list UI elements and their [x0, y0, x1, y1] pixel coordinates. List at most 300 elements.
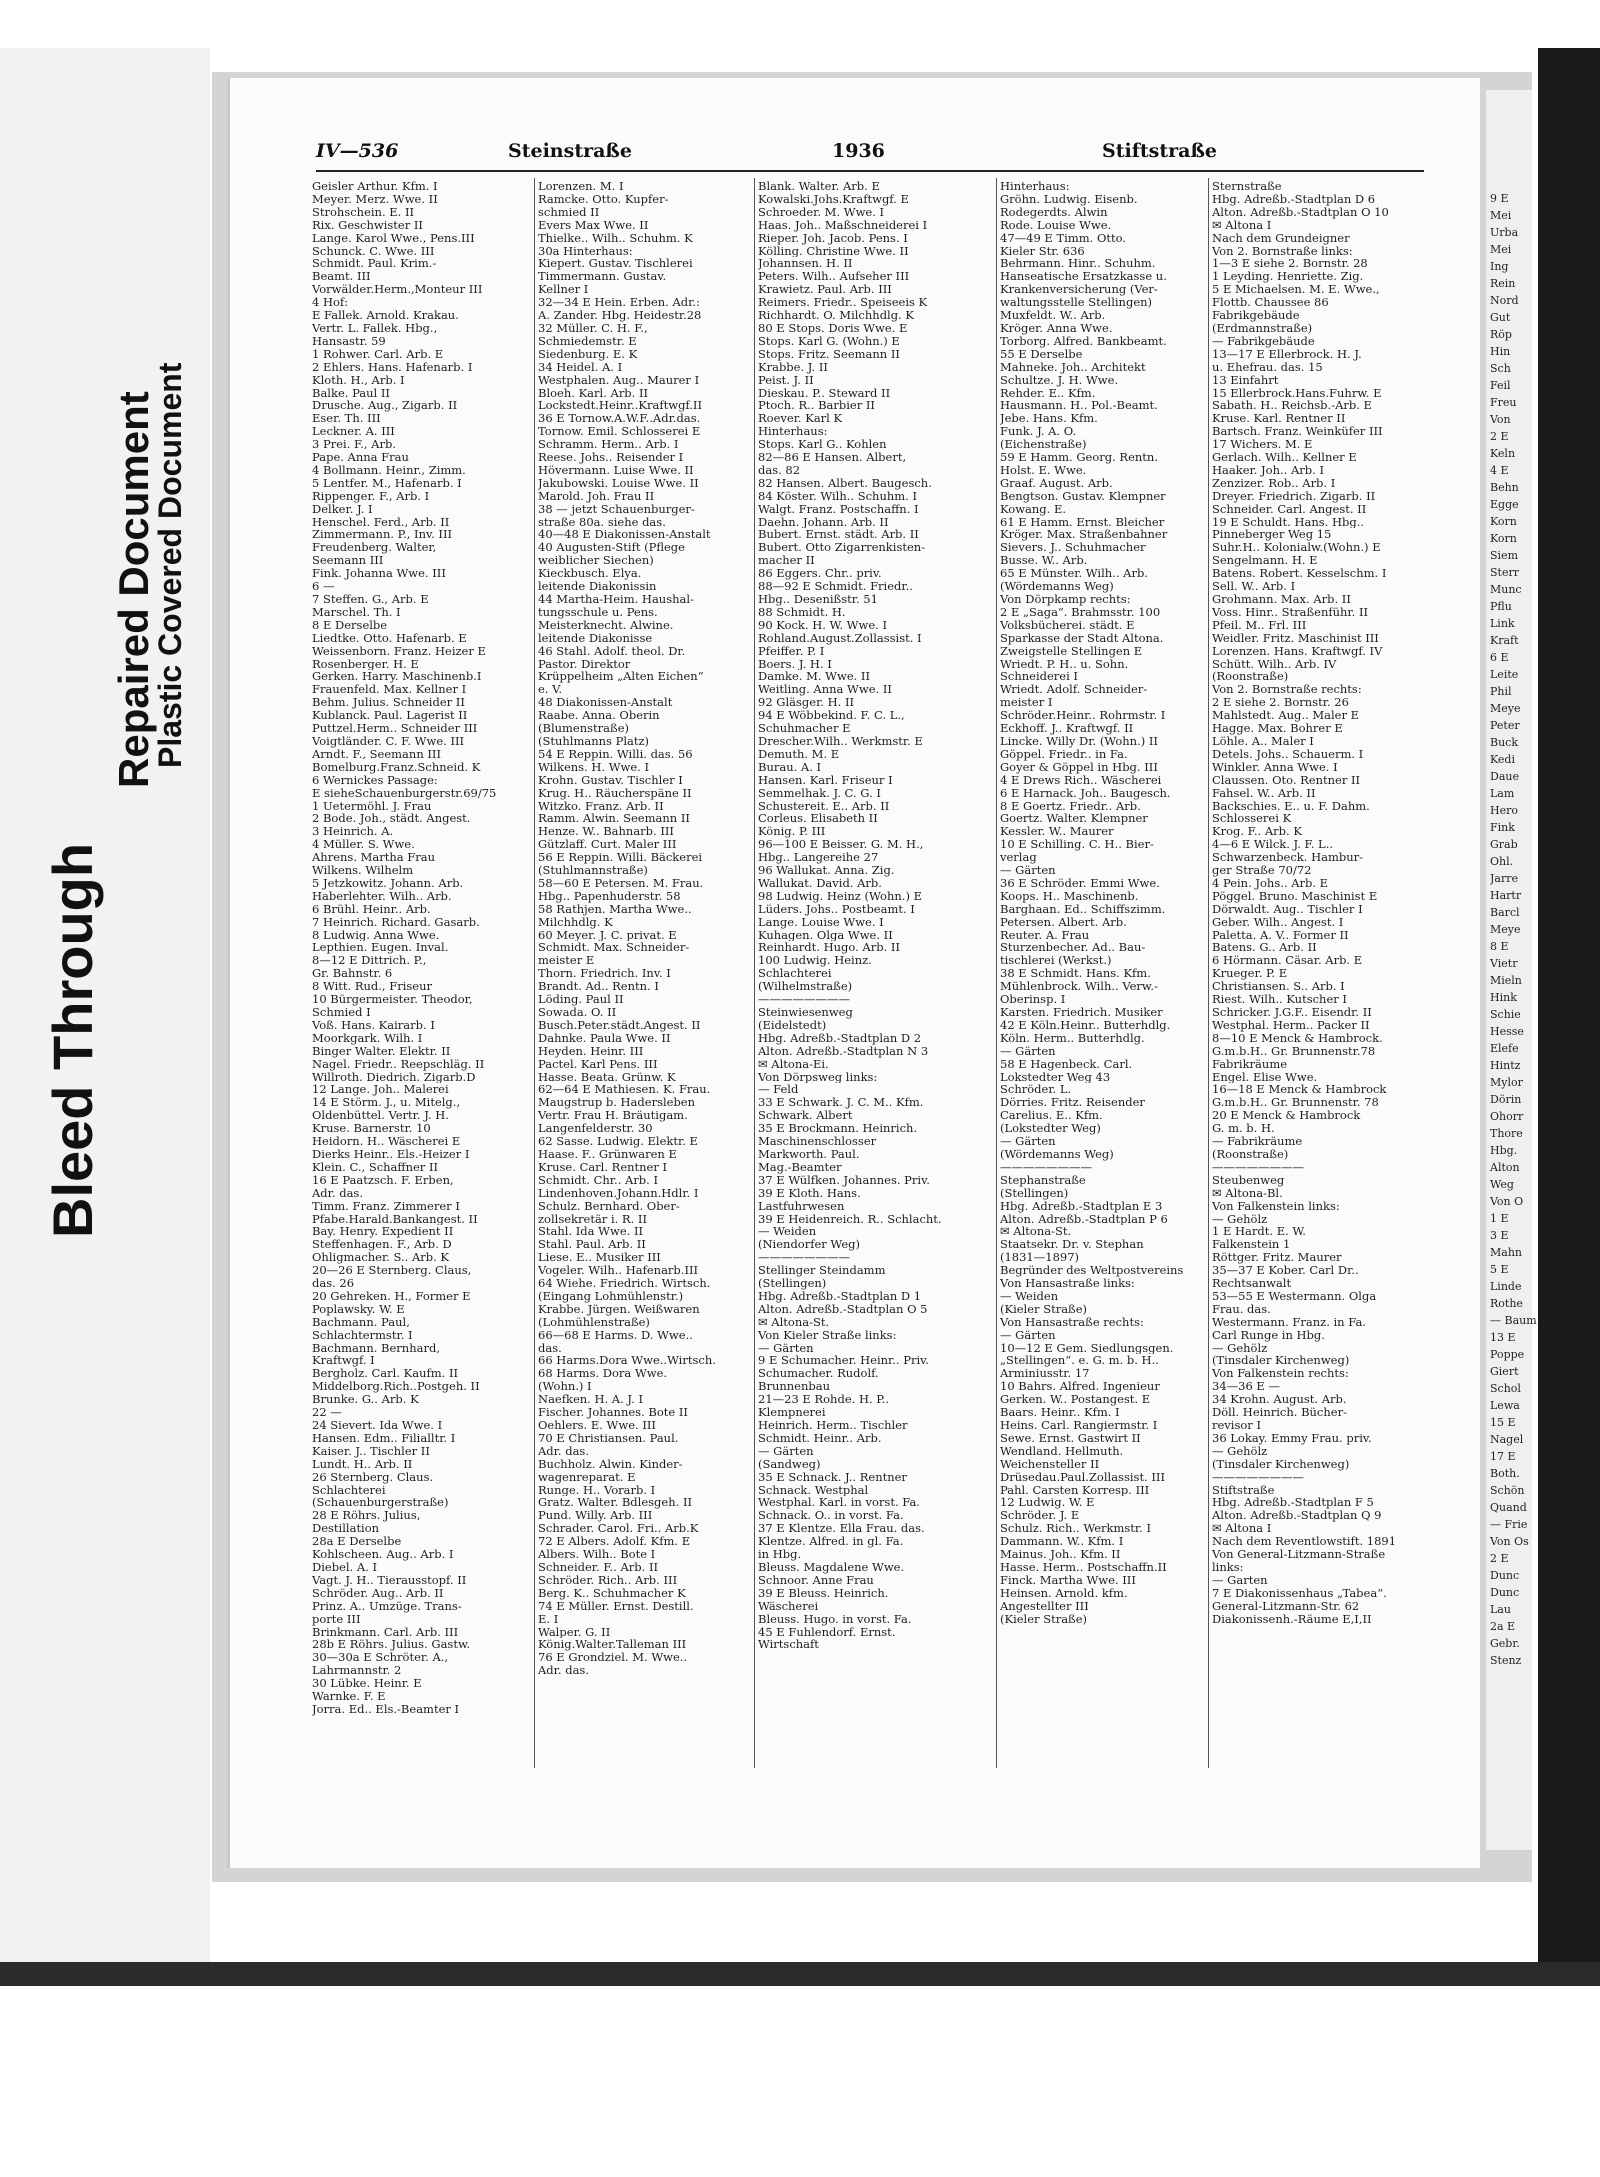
directory-line: Bubert. Ernst. städt. Arb. II: [758, 528, 919, 542]
directory-line: Mainus. Joh.. Kfm. II: [1000, 1548, 1121, 1561]
directory-line: links:: [1212, 1560, 1244, 1574]
next-page-line: 2 E: [1490, 430, 1509, 443]
directory-line: 88 Schmidt. H.: [758, 605, 846, 619]
directory-line: 58 E Hagenbeck. Carl.: [1000, 1057, 1133, 1071]
directory-line: Stops. Fritz. Seemann II: [758, 347, 900, 361]
directory-line: Hbg. Adreßb.-Stadtplan D 6: [1212, 192, 1376, 206]
directory-line: Jakubowski. Louise Wwe. II: [538, 476, 699, 490]
next-page-line: Giert: [1490, 1365, 1519, 1378]
directory-line: Löding. Paul II: [538, 993, 624, 1006]
directory-line: Flottb. Chaussee 86: [1212, 296, 1329, 310]
directory-line: Lundt. H.. Arb. II: [312, 1457, 413, 1471]
directory-line: Ramcke. Otto. Kupfer-: [538, 192, 669, 206]
directory-line: Von Falkenstein links:: [1212, 1199, 1340, 1213]
directory-line: Meyer. Merz. Wwe. II: [312, 192, 438, 206]
directory-line: Boers. J. H. I: [758, 657, 832, 671]
directory-line: Marold. Joh. Frau II: [538, 489, 655, 503]
directory-line: Hausmann. H.. Pol.-Beamt.: [1000, 399, 1158, 413]
directory-line: (Wördemanns Weg): [1000, 580, 1114, 593]
directory-line: Kieckbusch. Elya.: [538, 567, 642, 581]
directory-line: 7 E Diakonissenhaus „Tabea“.: [1212, 1586, 1387, 1600]
directory-line: Schröder. Aug.. Arb. II: [312, 1586, 444, 1600]
directory-line: Destillation: [312, 1522, 380, 1536]
directory-line: Rechtsanwalt: [1212, 1277, 1292, 1290]
directory-line: Bloeh. Karl. Arb. II: [538, 386, 649, 400]
directory-line: Schröder. L.: [1000, 1083, 1072, 1097]
directory-line: — Gärten: [1000, 1044, 1056, 1058]
directory-line: Strohschein. E. II: [312, 205, 415, 219]
directory-line: Kellner I: [538, 283, 589, 297]
next-page-line: Barcl: [1490, 906, 1520, 919]
directory-line: Dörwaldt. Aug.. Tischler I: [1212, 902, 1363, 916]
directory-line: Jorra. Ed.. Els.-Beamter I: [312, 1702, 460, 1716]
next-page-line: Mieln: [1490, 974, 1522, 987]
directory-line: Gerlach. Wilh.. Kellner E: [1212, 451, 1357, 464]
next-page-line: 5 E: [1490, 1263, 1509, 1276]
directory-line: 47—49 E Timm. Otto.: [1000, 231, 1126, 245]
directory-line: 17 Wichers. M. E: [1212, 438, 1313, 452]
next-page-line: — Frie: [1490, 1518, 1528, 1531]
directory-line: 62—64 E Mathiesen. K. Frau.: [538, 1083, 711, 1097]
directory-line: Schneider. F.. Arb. II: [538, 1560, 659, 1574]
directory-line: Schmidt. Max. Schneider-: [538, 941, 690, 955]
directory-line: Kröger. Anna Wwe.: [1000, 321, 1113, 335]
directory-line: Milchhdlg. K: [538, 915, 613, 929]
directory-line: Sabath. H.. Reichsb.-Arb. E: [1212, 399, 1372, 413]
directory-line: Lange. Karol Wwe., Pens.III: [312, 231, 475, 245]
directory-line: Schultze. J. H. Wwe.: [1000, 373, 1119, 387]
directory-line: Willroth. Diedrich. Zigarb.D: [312, 1070, 476, 1084]
directory-line: 40—48 E Diakonissen-Anstalt: [538, 528, 711, 542]
directory-line: (1831—1897): [1000, 1251, 1080, 1265]
directory-line: 35—37 E Kober. Carl Dr..: [1212, 1264, 1359, 1278]
directory-line: Begründer des Weltpostvereins: [1000, 1264, 1184, 1278]
directory-line: zollsekretär i. R. II: [538, 1212, 647, 1226]
directory-line: Rosenberger. H. E: [312, 657, 419, 671]
directory-line: Henschel. Ferd., Arb. II: [312, 515, 450, 529]
directory-line: 100 Ludwig. Heinz.: [758, 954, 872, 968]
directory-line: Krog. F.. Arb. K: [1212, 825, 1302, 839]
next-page-line: Lau: [1490, 1603, 1511, 1616]
directory-line: Koops. H.. Maschinenb.: [1000, 889, 1139, 903]
directory-line: 39 E Bleuss. Heinrich.: [758, 1586, 889, 1600]
directory-line: Daehn. Johann. Arb. II: [758, 515, 889, 529]
directory-line: Lorenzen. Hans. Kraftwgf. IV: [1212, 644, 1383, 658]
directory-line: 3 Prei. F., Arb.: [312, 438, 396, 452]
next-page-line: Gebr.: [1490, 1637, 1520, 1650]
directory-line: Pfeil. M.. Frl. III: [1212, 618, 1307, 632]
directory-line: 1—3 E siehe 2. Bornstr. 28: [1212, 257, 1368, 271]
directory-line: 4—6 E Wilck. J. F. L..: [1212, 838, 1334, 852]
directory-line: 20 Gehreken. H., Former E: [312, 1289, 471, 1303]
page-number: IV—536: [316, 140, 399, 162]
directory-line: (Roonstraße): [1212, 670, 1289, 684]
directory-line: Von 2. Bornstraße rechts:: [1212, 683, 1362, 697]
next-page-line: Kraft: [1490, 634, 1519, 647]
next-page-line: 1 E: [1490, 1212, 1509, 1225]
directory-line: — Gärten: [1000, 864, 1056, 877]
directory-line: Haberlehter. Wilh.. Arb.: [312, 889, 452, 903]
next-page-line: Mei: [1490, 209, 1512, 222]
directory-line: 30 Lübke. Heinr. E: [312, 1677, 422, 1691]
directory-line: 1 Rohwer. Carl. Arb. E: [312, 347, 444, 361]
directory-line: Schlosserei K: [1212, 812, 1292, 826]
directory-line: Dieskau. P.. Steward II: [758, 386, 891, 400]
directory-line: (Erdmannstraße): [1212, 321, 1313, 335]
directory-line: Markworth. Paul.: [758, 1147, 860, 1161]
directory-line: Bartsch. Franz. Weinküfer III: [1212, 425, 1383, 439]
directory-line: Raabe. Anna. Oberin: [538, 709, 660, 723]
directory-line: Dierks Heinr.. Els.-Heizer I: [312, 1147, 470, 1161]
directory-line: Tornow. Emil. Schlosserei E: [538, 425, 701, 439]
directory-line: 96—100 E Beisser. G. M. H.,: [758, 838, 924, 852]
directory-line: Wilkens. Wilhelm: [312, 864, 414, 877]
directory-line: Pöggel. Bruno. Maschinist E: [1212, 889, 1378, 903]
directory-line: Bomelburg.Franz.Schneid. K: [312, 760, 481, 774]
directory-line: Liedtke. Otto. Hafenarb. E: [312, 631, 467, 645]
repaired-document-label: Repaired Document: [110, 391, 157, 788]
directory-line: Schunck. C. Wwe. III: [312, 244, 435, 258]
directory-line: Heins. Carl. Rangiermstr. I: [1000, 1419, 1158, 1432]
directory-line: Bengtson. Gustav. Klempner: [1000, 489, 1166, 503]
directory-line: Leckner. A. III: [312, 425, 395, 439]
directory-line: Alton. Adreßb.-Stadtplan N 3: [758, 1044, 929, 1058]
directory-line: Witzko. Franz. Arb. II: [538, 799, 664, 813]
directory-line: Carl Runge in Hbg.: [1212, 1328, 1325, 1342]
directory-line: Schlachterei: [312, 1483, 386, 1497]
directory-line: Bleuss. Magdalene Wwe.: [758, 1560, 905, 1574]
next-page-line: Schol: [1490, 1382, 1521, 1395]
directory-line: das.: [538, 1341, 562, 1355]
directory-line: ————————: [1212, 1470, 1304, 1484]
directory-line: Von Kieler Straße links:: [758, 1328, 897, 1342]
directory-line: Pape. Anna Frau: [312, 451, 409, 464]
directory-line: 8—12 E Dittrich. P.,: [312, 954, 427, 968]
directory-line: Kowang. E.: [1000, 502, 1067, 516]
directory-line: Klempnerei: [758, 1406, 826, 1419]
directory-line: Adr. das.: [312, 1186, 363, 1200]
directory-line: Kohlscheen. Aug.. Arb. I: [312, 1548, 454, 1561]
directory-line: — Gärten: [758, 1341, 814, 1355]
directory-line: 76 E Grondziel. M. Wwe..: [538, 1651, 688, 1665]
directory-line: Gr. Bahnstr. 6: [312, 967, 393, 981]
next-page-line: Stenz: [1490, 1654, 1522, 1667]
directory-line: Rohland.August.Zollassist. I: [758, 631, 922, 645]
directory-line: Krankenversicherung (Ver-: [1000, 283, 1158, 297]
directory-line: Reimers. Friedr.. Speiseeis K: [758, 296, 928, 310]
directory-line: straße 80a. siehe das.: [538, 515, 666, 529]
directory-line: Jebe. Hans. Kfm.: [1000, 412, 1098, 426]
directory-line: Brandt. Ad.. Rentn. I: [538, 980, 659, 994]
directory-line: Mahneke. Joh.. Architekt: [1000, 360, 1146, 374]
directory-line: Pinneberger Weg 15: [1212, 528, 1332, 542]
directory-line: 16—18 E Menck & Hambrock: [1212, 1083, 1387, 1097]
directory-line: 7 Heinrich. Richard. Gasarb.: [312, 915, 480, 929]
next-page-line: 17 E: [1490, 1450, 1516, 1463]
directory-line: Drüsedau.Paul.Zollassist. III: [1000, 1470, 1165, 1484]
directory-line: A. Zander. Hbg. Heidestr.28: [538, 309, 702, 322]
directory-line: in Hbg.: [758, 1548, 802, 1561]
directory-line: Winkler. Anna Wwe. I: [1212, 760, 1338, 774]
directory-line: Schlachtermstr. I: [312, 1328, 413, 1342]
directory-line: Rix. Geschwister II: [312, 218, 423, 232]
directory-line: Schrader. Carol. Fri.. Arb.K: [538, 1522, 699, 1536]
directory-line: E Fallek. Arnold. Krakau.: [312, 309, 459, 322]
directory-line: 90 Kock. H. W. Wwe. I: [758, 618, 887, 632]
next-page-line: Mei: [1490, 243, 1512, 256]
directory-line: 28a E Derselbe: [312, 1535, 402, 1549]
directory-line: Schwarzenbeck. Hambur-: [1212, 851, 1364, 865]
directory-line: Weichensteller II: [1000, 1457, 1100, 1471]
directory-line: 37 E Wülfken. Johannes. Priv.: [758, 1173, 930, 1187]
directory-line: Stops. Karl G. (Wohn.) E: [758, 334, 900, 348]
directory-line: Köln. Herm.. Butterhdlg.: [1000, 1031, 1145, 1045]
directory-line: Schnack. Westphal: [758, 1483, 869, 1497]
next-page-line: Munc: [1490, 583, 1522, 596]
directory-line: Brunnenbau: [758, 1380, 831, 1394]
directory-line: Schneider. Carl. Angest. II: [1212, 502, 1367, 516]
next-page-line: Keln: [1490, 447, 1516, 460]
directory-line: Burau. A. I: [758, 760, 822, 774]
directory-line: Kessler. W.. Maurer: [1000, 825, 1114, 839]
directory-line: G. m. b. H.: [1212, 1122, 1275, 1136]
next-page-snippet: [1490, 190, 1538, 1810]
directory-line: (Wilhelmstraße): [758, 980, 853, 994]
directory-line: meister E: [538, 954, 595, 968]
directory-line: „Stellingen“. e. G. m. b. H..: [1000, 1354, 1159, 1368]
directory-line: Bay. Henry. Expedient II: [312, 1225, 454, 1239]
next-page-line: Quand: [1490, 1501, 1527, 1514]
directory-line: Geber. Wilh.. Angest. I: [1212, 915, 1344, 929]
directory-line: Voß. Hans. Kairarb. I: [312, 1018, 435, 1032]
directory-line: (Eichenstraße): [1000, 438, 1087, 452]
directory-line: Runge. H.. Vorarb. I: [538, 1483, 656, 1497]
directory-line: Timmermann. Gustav.: [538, 270, 667, 284]
directory-line: Hbg. Adreßb.-Stadtplan D 1: [758, 1289, 922, 1303]
directory-line: 13 Einfahrt: [1212, 373, 1279, 387]
directory-line: Eser. Th. III: [312, 412, 381, 426]
directory-line: Kröger. Max. Straßenbahner: [1000, 528, 1168, 542]
directory-line: Corleus. Elisabeth II: [758, 812, 878, 826]
directory-line: Rodegerdts. Alwin: [1000, 205, 1108, 219]
directory-line: Timm. Franz. Zimmerer I: [312, 1199, 460, 1213]
directory-line: Zweigstelle Stellingen E: [1000, 644, 1143, 658]
directory-line: Ahrens. Martha Frau: [312, 851, 436, 865]
directory-line: Haaker. Joh.. Arb. I: [1212, 463, 1324, 477]
directory-line: Richhardt. O. Milchhdlg. K: [758, 309, 914, 322]
directory-line: Schlachterei: [758, 967, 832, 981]
directory-line: Schuhmacher E: [758, 722, 851, 735]
next-page-line: Link: [1490, 617, 1515, 630]
directory-line: tungsschule u. Pens.: [538, 605, 658, 619]
directory-line: 6 —: [312, 580, 335, 593]
directory-line: Berg. K.. Schuhmacher K: [538, 1586, 686, 1600]
next-page-line: Meye: [1490, 923, 1521, 936]
next-page-line: Ohl.: [1490, 855, 1514, 868]
directory-line: — Gehölz: [1212, 1444, 1268, 1458]
directory-line: schmied II: [538, 205, 600, 219]
directory-line: Pfeiffer. P. I: [758, 644, 825, 658]
directory-line: Von Dörpsweg links:: [758, 1070, 878, 1084]
directory-line: 74 E Müller. Ernst. Destill.: [538, 1599, 694, 1613]
directory-line: ✉ Altona-Ei.: [758, 1057, 829, 1071]
directory-line: Schulz. Rich.. Werkmstr. I: [1000, 1522, 1151, 1536]
directory-line: 4 Bollmann. Heinr., Zimm.: [312, 463, 466, 477]
next-page-line: 9 E: [1490, 192, 1509, 205]
directory-line: Pfabe.Harald.Bankangest. II: [312, 1212, 478, 1226]
directory-line: 8—10 E Menck & Hambrock.: [1212, 1031, 1383, 1045]
directory-line: — Weiden: [758, 1225, 817, 1239]
directory-line: Langenfelderstr. 30: [538, 1122, 653, 1136]
directory-line: Stahl. Paul. Arb. II: [538, 1238, 646, 1252]
directory-line: E. I: [538, 1612, 559, 1626]
column-3: [758, 180, 1020, 1780]
directory-line: (Eidelstedt): [758, 1018, 827, 1032]
directory-line: Gratz. Walter. Bdlesgeh. II: [538, 1496, 693, 1510]
directory-line: ————————: [758, 1251, 850, 1265]
next-page-line: Rothe: [1490, 1297, 1523, 1310]
directory-line: Staatsekr. Dr. v. Stephan: [1000, 1238, 1144, 1252]
directory-line: Steinwiesenweg: [758, 1006, 853, 1019]
directory-line: 1 Uetermöhl. J. Frau: [312, 799, 432, 813]
directory-line: Baars. Heinr.. Kfm. I: [1000, 1406, 1120, 1419]
directory-line: Barghaan. Ed.. Schiffszimm.: [1000, 902, 1166, 916]
directory-line: Von 2. Bornstraße links:: [1212, 244, 1353, 258]
directory-line: Lokstedter Weg 43: [1000, 1070, 1111, 1084]
directory-line: Moorkgark. Wilh. I: [312, 1031, 423, 1045]
directory-line: Frauenfeld. Max. Kellner I: [312, 683, 467, 697]
next-page-line: Hink: [1490, 991, 1517, 1004]
directory-line: Falkenstein 1: [1212, 1238, 1291, 1252]
directory-line: — Gärten: [1000, 1328, 1056, 1342]
directory-line: 15 Ellerbrock.Hans.Fuhrw. E: [1212, 386, 1382, 400]
directory-line: Schröder. Rich.. Arb. III: [538, 1573, 678, 1587]
directory-line: Puttzel.Herm.. Schneider III: [312, 722, 478, 735]
next-page-line: Elefe: [1490, 1042, 1519, 1055]
directory-line: Rieper. Joh. Jacob. Pens. I: [758, 231, 908, 245]
directory-line: Binger Walter. Elektr. II: [312, 1044, 451, 1058]
directory-line: 21—23 E Rohde. H. P..: [758, 1393, 889, 1407]
directory-line: 56 E Reppin. Willi. Bäckerei: [538, 851, 703, 865]
next-page-line: Rein: [1490, 277, 1516, 290]
directory-line: Voss. Hinr.. Straßenführ. II: [1212, 605, 1369, 619]
directory-line: König. P. III: [758, 825, 826, 839]
directory-line: Schröder.Heinr.. Rohrmstr. I: [1000, 709, 1166, 723]
directory-line: Reuter. A. Frau: [1000, 928, 1090, 942]
next-page-line: Thore: [1490, 1127, 1523, 1140]
directory-line: Oldenbüttel. Vertr. J. H.: [312, 1109, 449, 1123]
next-page-line: Vietr: [1490, 957, 1518, 970]
directory-line: 38 E Schmidt. Hans. Kfm.: [1000, 967, 1151, 981]
directory-line: Balke. Paul II: [312, 386, 390, 400]
directory-line: Ohligmacher. S.. Arb. K: [312, 1251, 450, 1265]
directory-line: Claussen. Oto. Rentner II: [1212, 773, 1361, 787]
directory-line: Frau. das.: [1212, 1302, 1271, 1316]
directory-line: (Eingang Lohmühlenstr.): [538, 1289, 684, 1303]
directory-line: Hbg.. Papenhuderstr. 58: [538, 889, 681, 903]
directory-line: Liese. E.. Musiker III: [538, 1251, 661, 1265]
directory-line: Siedenburg. E. K: [538, 347, 638, 361]
directory-line: Stiftstraße: [1212, 1483, 1275, 1497]
directory-line: 38 — jetzt Schauenburger-: [538, 502, 695, 516]
directory-line: 66 Harms.Dora Wwe..Wirtsch.: [538, 1354, 716, 1368]
directory-line: Vogeler. Wilh.. Hafenarb.III: [538, 1264, 699, 1278]
next-page-line: Röp: [1490, 328, 1512, 341]
next-page-line: Lewa: [1490, 1399, 1520, 1412]
directory-line: Löhle. A.. Maler I: [1212, 734, 1314, 748]
next-page-line: Hintz: [1490, 1059, 1521, 1072]
directory-line: Wallukat. David. Arb.: [758, 876, 882, 890]
directory-line: 82—86 E Hansen. Albert,: [758, 451, 907, 464]
directory-line: 30—30a E Schröter. A.,: [312, 1651, 449, 1665]
directory-line: Peist. J. II: [758, 373, 814, 387]
directory-line: Schulz. Bernhard. Ober-: [538, 1199, 680, 1213]
directory-line: Goertz. Walter. Klempner: [1000, 812, 1148, 826]
directory-line: König.Walter.Talleman III: [538, 1638, 687, 1652]
directory-line: Sparkasse der Stadt Altona.: [1000, 631, 1164, 645]
directory-line: Carelius. E.. Kfm.: [1000, 1109, 1103, 1123]
directory-line: Ramm. Alwin. Seemann II: [538, 812, 690, 826]
next-page-line: Alton: [1490, 1161, 1520, 1174]
directory-line: Stops. Karl G.. Kohlen: [758, 438, 887, 452]
directory-line: 68 Harms. Dora Wwe.: [538, 1367, 668, 1381]
directory-line: Wäscherei: [758, 1599, 819, 1613]
directory-line: 70 E Christiansen. Paul.: [538, 1431, 679, 1445]
running-head-left: Steinstraße: [508, 140, 632, 162]
directory-line: Paletta. A. V.. Former II: [1212, 928, 1349, 942]
directory-line: Gützlaff. Curt. Maler III: [538, 838, 677, 852]
directory-line: Arndt. F., Seemann III: [312, 747, 442, 761]
directory-line: Bachmann. Bernhard,: [312, 1341, 440, 1355]
next-page-line: Weg: [1490, 1178, 1514, 1191]
directory-line: 4 Hof:: [312, 296, 349, 310]
directory-line: revisor I: [1212, 1419, 1261, 1432]
directory-line: Holst. E. Wwe.: [1000, 463, 1087, 477]
directory-line: Rippenger. F., Arb. I: [312, 489, 430, 503]
directory-line: Hinterhaus:: [1000, 180, 1070, 193]
directory-line: (Niendorfer Weg): [758, 1238, 860, 1252]
directory-line: — Fabrikgebäude: [1212, 334, 1315, 348]
next-page-line: Von Os: [1490, 1535, 1529, 1548]
column-1: [312, 180, 574, 1780]
next-page-line: Von: [1490, 413, 1511, 426]
directory-line: Poplawsky. W. E: [312, 1302, 405, 1316]
directory-line: Pactel. Karl Pens. III: [538, 1057, 658, 1071]
directory-line: 53—55 E Westermann. Olga: [1212, 1289, 1377, 1303]
directory-line: tischlerei (Werkst.): [1000, 954, 1112, 968]
directory-line: Kowalski.Johs.Kraftwgf. E: [758, 192, 909, 206]
next-page-line: Hbg.: [1490, 1144, 1518, 1157]
top-margin: [0, 0, 1600, 48]
directory-line: Suhr.H.. Kolonialw.(Wohn.) E: [1212, 541, 1381, 555]
directory-line: Funk. J. A. O.: [1000, 425, 1077, 439]
directory-line: Krabbe. J. II: [758, 360, 828, 374]
next-page-line: Feil: [1490, 379, 1511, 392]
directory-line: Evers Max Wwe. II: [538, 218, 649, 232]
directory-line: Brunke. G.. Arb. K: [312, 1393, 419, 1407]
directory-line: 5 Jetzkowitz. Johann. Arb.: [312, 876, 464, 890]
directory-line: ————————: [1000, 1160, 1092, 1174]
directory-line: Zimmermann. P., Inv. III: [312, 528, 453, 542]
directory-line: Behm. Julius. Schneider II: [312, 696, 465, 710]
directory-line: waltungsstelle Stellingen): [1000, 296, 1153, 310]
directory-line: Gröhn. Ludwig. Eisenb.: [1000, 192, 1138, 206]
running-head-right: Stiftstraße: [1102, 140, 1217, 162]
directory-line: Alton. Adreßb.-Stadtplan Q 9: [1212, 1509, 1382, 1523]
directory-line: Batens. G.. Arb. II: [1212, 941, 1317, 955]
directory-line: Angestellter III: [1000, 1599, 1089, 1613]
directory-line: Westphal. Karl. in vorst. Fa.: [758, 1496, 920, 1510]
